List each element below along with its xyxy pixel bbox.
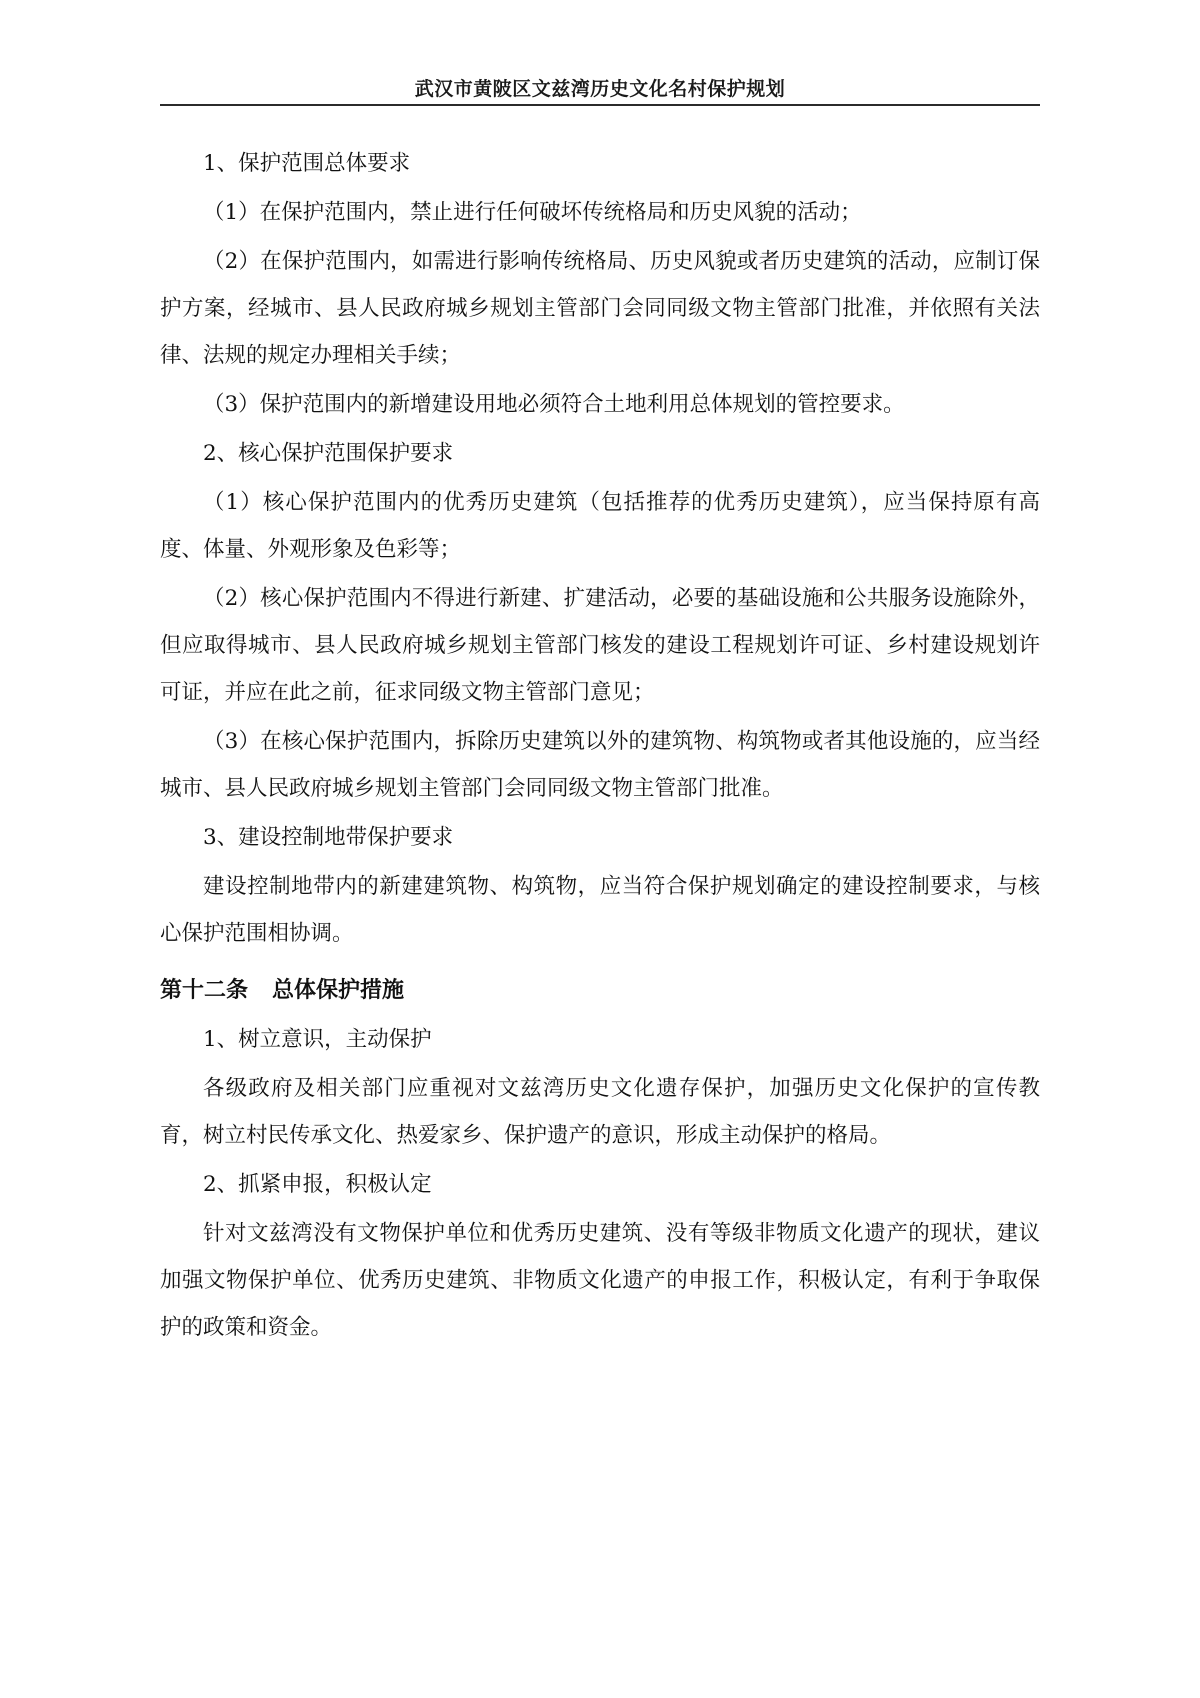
page-header-title: 武汉市黄陂区文兹湾历史文化名村保护规划 [414, 78, 786, 100]
article-heading [160, 967, 1040, 1014]
paragraph-measure-2-heading: 2、抓紧申报，积极认定 [203, 1172, 432, 1197]
header-divider [160, 104, 1040, 106]
paragraph-control-zone-body: 建设控制地带内的新建建筑物、构筑物，应当符合保护规划确定的建设控制要求，与核心保护范围相协调。 [160, 874, 1040, 946]
paragraph-scope-item-2: （2）在保护范围内，如需进行影响传统格局、历史风貌或者历史建筑的活动，应制订保护方案，经城市、县人民政府城乡规划主管部门会同同级文物主管部门批准，并依照有关法律、法规的规定办理相关手续； [160, 249, 1040, 368]
paragraph-protection-scope-heading: 1、保护范围总体要求 [203, 151, 411, 176]
paragraph-core-scope-heading: 2、核心保护范围保护要求 [203, 441, 454, 466]
article-number: 第十二条 [160, 977, 249, 1003]
paragraph-core-item-1: （1）核心保护范围内的优秀历史建筑（包括推荐的优秀历史建筑），应当保持原有高度、体量、外观形象及色彩等； [160, 490, 1040, 562]
paragraph-measure-2-body: 针对文兹湾没有文物保护单位和优秀历史建筑、没有等级非物质文化遗产的现状，建议加强文物保护单位、优秀历史建筑、非物质文化遗产的申报工作，积极认定，有利于争取保护的政策和资金。 [160, 1221, 1040, 1340]
paragraph-control-zone-heading: 3、建设控制地带保护要求 [203, 825, 454, 850]
article-title: 总体保护措施 [272, 977, 405, 1003]
paragraph-core-item-3: （3）在核心保护范围内，拆除历史建筑以外的建筑物、构筑物或者其他设施的，应当经城市、县人民政府城乡规划主管部门会同同级文物主管部门批准。 [160, 729, 1040, 801]
document-body [160, 140, 1040, 1353]
paragraph-scope-item-1: （1）在保护范围内，禁止进行任何破坏传统格局和历史风貌的活动； [203, 200, 862, 225]
paragraph-scope-item-3: （3）保护范围内的新增建设用地必须符合土地利用总体规划的管控要求。 [203, 392, 905, 417]
paragraph-measure-1-heading: 1、树立意识，主动保护 [203, 1027, 432, 1052]
paragraph-core-item-2: （2）核心保护范围内不得进行新建、扩建活动，必要的基础设施和公共服务设施除外，但应取得城市、县人民政府城乡规划主管部门核发的建设工程规划许可证、乡村建设规划许可证，并应在此之前，征求同级文物主管部门意见； [160, 586, 1040, 705]
paragraph-measure-1-body: 各级政府及相关部门应重视对文兹湾历史文化遗存保护，加强历史文化保护的宣传教育，树立村民传承文化、热爱家乡、保护遗产的意识，形成主动保护的格局。 [160, 1076, 1040, 1148]
